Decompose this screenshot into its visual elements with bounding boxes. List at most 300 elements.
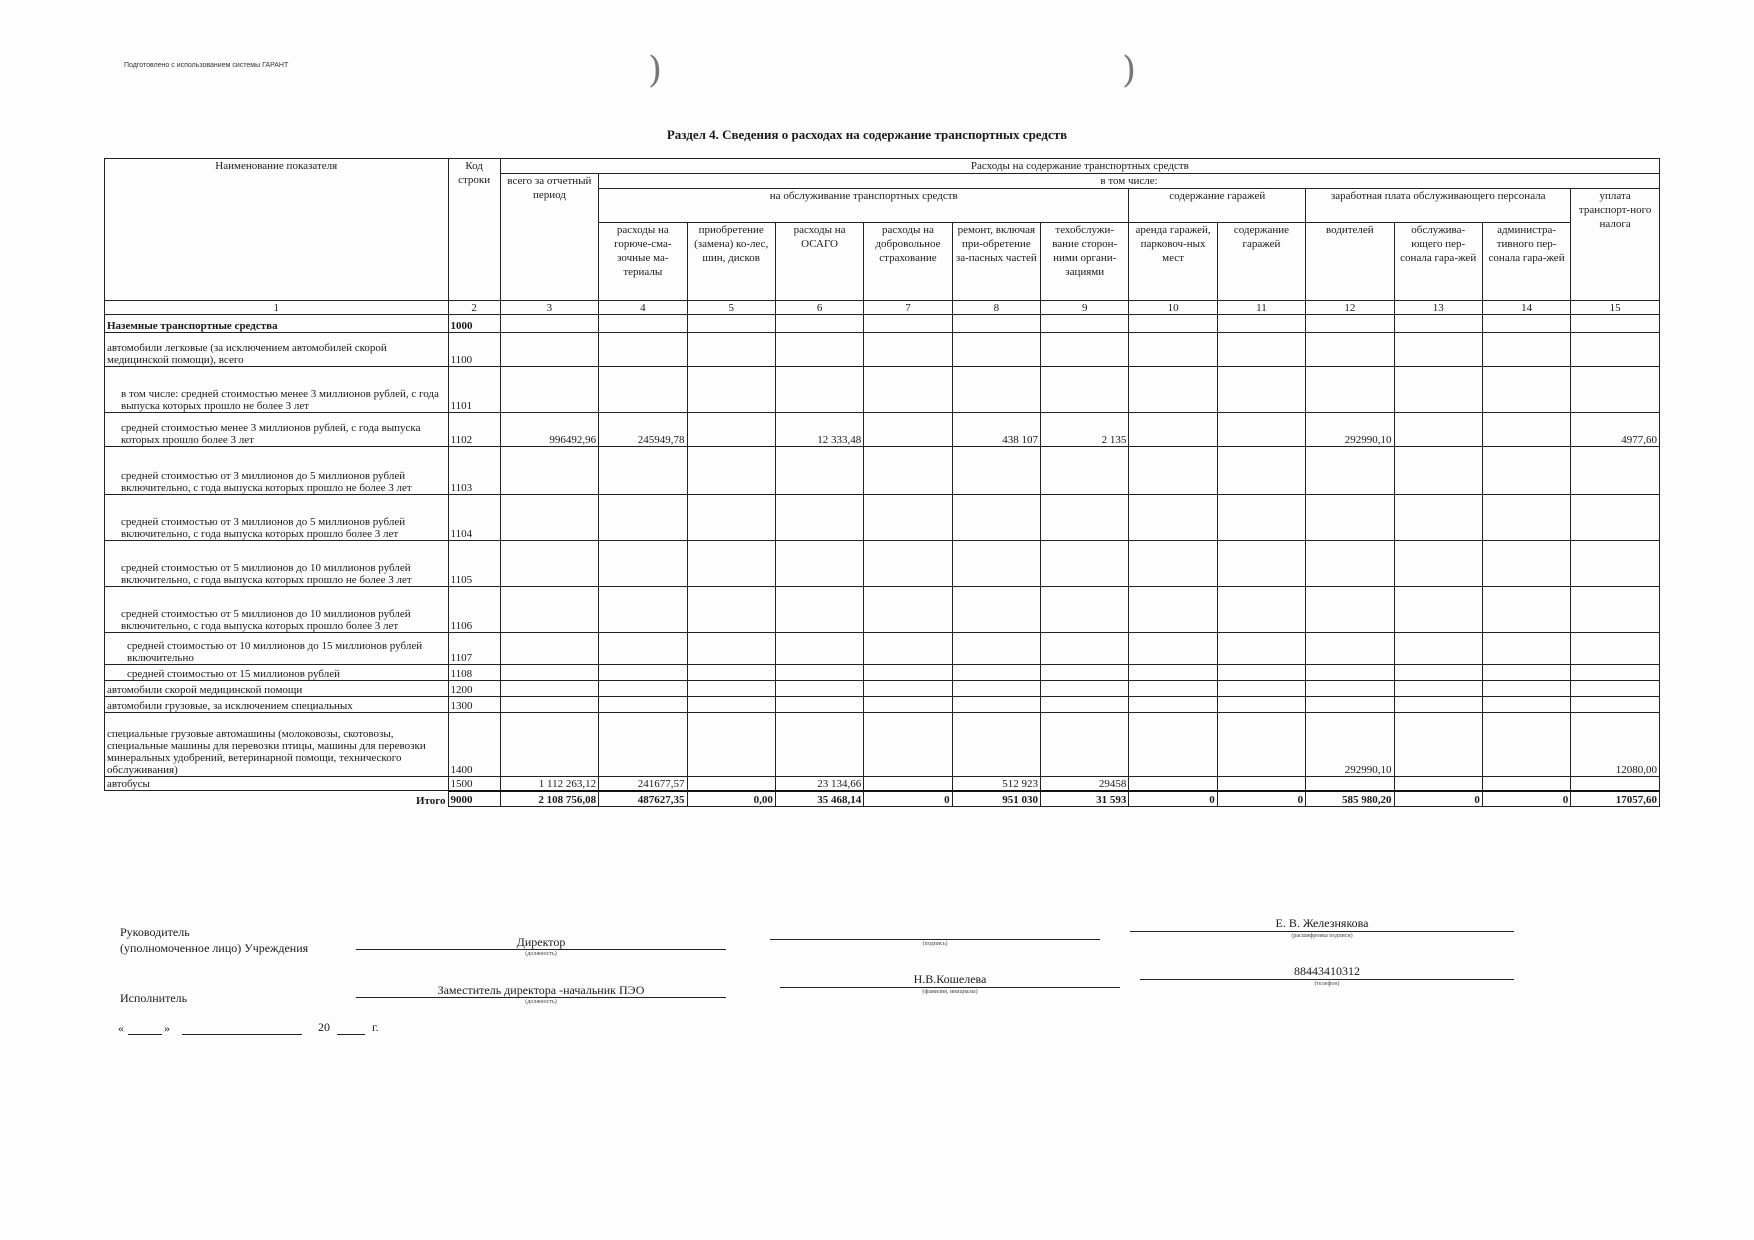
value-cell[interactable]: 585 980,20 [1306, 791, 1394, 807]
value-cell[interactable] [500, 541, 598, 587]
value-cell[interactable] [1129, 633, 1217, 665]
value-cell[interactable] [1306, 665, 1394, 681]
value-cell[interactable] [1217, 713, 1305, 777]
column-number: 9 [1041, 301, 1129, 315]
value-cell[interactable] [1394, 541, 1482, 587]
value-cell[interactable] [952, 447, 1040, 495]
value-cell[interactable] [1306, 777, 1394, 791]
date-day-field[interactable] [128, 1034, 162, 1035]
value-cell[interactable] [1041, 333, 1129, 367]
value-cell[interactable] [775, 665, 863, 681]
head-label-2: (уполномоченное лицо) Учреждения [120, 941, 309, 955]
header-garage-keep: содержание гаражей [1217, 223, 1305, 301]
value-cell[interactable] [952, 495, 1040, 541]
row-code: 1106 [448, 587, 500, 633]
value-cell[interactable] [1306, 633, 1394, 665]
total-row [105, 791, 1660, 807]
row-code: 1500 [448, 777, 500, 791]
header-voluntary: расходы на добровольное страхование [864, 223, 952, 301]
value-cell[interactable] [1571, 333, 1660, 367]
value-cell[interactable] [599, 713, 687, 777]
value-cell[interactable] [1129, 367, 1217, 413]
date-year-suffix: г. [372, 1020, 379, 1034]
row-label: средней стоимостью менее 3 миллионов рублей, с года выпуска которых прошло более 3 лет [105, 413, 449, 447]
value-cell[interactable] [687, 447, 775, 495]
value-cell[interactable] [1306, 315, 1394, 333]
row-label: автомобили грузовые, за исключением специальных [105, 697, 449, 713]
punch-hole-mark-right: ) [1122, 50, 1137, 91]
table-row [105, 315, 1660, 333]
value-cell[interactable]: 4977,60 [1571, 413, 1660, 447]
value-cell[interactable] [1394, 413, 1482, 447]
value-cell[interactable] [687, 413, 775, 447]
value-cell[interactable] [1217, 495, 1305, 541]
value-cell[interactable] [1482, 413, 1570, 447]
value-cell[interactable] [599, 541, 687, 587]
header-expenses: Расходы на содержание транспортных средств [500, 159, 1659, 174]
column-number: 8 [952, 301, 1040, 315]
caption-signature: (подпись) [922, 941, 948, 947]
value-cell[interactable] [952, 315, 1040, 333]
value-cell[interactable] [775, 333, 863, 367]
value-cell[interactable] [599, 587, 687, 633]
table-row [105, 413, 1660, 447]
value-cell[interactable] [1394, 777, 1482, 791]
value-cell[interactable]: 996492,96 [500, 413, 598, 447]
value-cell[interactable] [687, 315, 775, 333]
value-cell[interactable]: 2 135 [1041, 413, 1129, 447]
value-cell[interactable] [864, 541, 952, 587]
value-cell[interactable] [952, 697, 1040, 713]
value-cell[interactable] [864, 447, 952, 495]
value-cell[interactable] [1482, 713, 1570, 777]
value-cell[interactable] [1394, 495, 1482, 541]
column-number: 6 [775, 301, 863, 315]
row-code: 1102 [448, 413, 500, 447]
value-cell[interactable] [1129, 587, 1217, 633]
value-cell[interactable] [500, 697, 598, 713]
date-year-field[interactable] [337, 1034, 365, 1035]
value-cell[interactable] [775, 315, 863, 333]
value-cell[interactable] [1571, 777, 1660, 791]
value-cell[interactable] [1041, 541, 1129, 587]
section-title: Раздел 4. Сведения о расходах на содержание транспортных средств [666, 127, 1068, 142]
value-cell[interactable] [1217, 681, 1305, 697]
value-cell[interactable] [775, 447, 863, 495]
value-cell[interactable]: 487627,35 [599, 791, 687, 807]
value-cell[interactable]: 31 593 [1041, 791, 1129, 807]
value-cell[interactable] [500, 495, 598, 541]
value-cell[interactable] [1129, 665, 1217, 681]
value-cell[interactable] [599, 495, 687, 541]
value-cell[interactable]: 951 030 [952, 791, 1040, 807]
value-cell[interactable] [1571, 587, 1660, 633]
header-garage: содержание гаражей [1129, 189, 1306, 223]
value-cell[interactable] [599, 697, 687, 713]
value-cell[interactable] [775, 681, 863, 697]
value-cell[interactable] [952, 665, 1040, 681]
value-cell[interactable] [864, 713, 952, 777]
value-cell[interactable] [1041, 633, 1129, 665]
row-code: 1100 [448, 333, 500, 367]
value-cell[interactable] [952, 587, 1040, 633]
value-cell[interactable] [1129, 447, 1217, 495]
value-cell[interactable]: 2 108 756,08 [500, 791, 598, 807]
value-cell[interactable]: 23 134,66 [775, 777, 863, 791]
value-cell[interactable] [1482, 367, 1570, 413]
value-cell[interactable] [1394, 315, 1482, 333]
value-cell[interactable] [864, 633, 952, 665]
value-cell[interactable] [1394, 681, 1482, 697]
value-cell[interactable] [1217, 413, 1305, 447]
value-cell[interactable] [1041, 447, 1129, 495]
value-cell[interactable] [1482, 541, 1570, 587]
value-cell[interactable] [1394, 713, 1482, 777]
date-close-quote: » [164, 1021, 170, 1035]
header-repair: ремонт, включая при-обретение за-пасных частей [952, 223, 1040, 301]
value-cell[interactable] [864, 495, 952, 541]
value-cell[interactable] [864, 315, 952, 333]
table-row [105, 633, 1660, 665]
value-cell[interactable] [500, 333, 598, 367]
value-cell[interactable] [1041, 315, 1129, 333]
value-cell[interactable]: 512 923 [952, 777, 1040, 791]
table-row [105, 447, 1660, 495]
value-cell[interactable] [687, 665, 775, 681]
value-cell[interactable] [1306, 495, 1394, 541]
value-cell[interactable]: 245949,78 [599, 413, 687, 447]
value-cell[interactable]: 1 112 263,12 [500, 777, 598, 791]
row-code: 9000 [448, 791, 500, 807]
value-cell[interactable]: 29458 [1041, 777, 1129, 791]
value-cell[interactable] [500, 713, 598, 777]
column-number: 15 [1571, 301, 1660, 315]
row-label: средней стоимостью от 5 миллионов до 10 миллионов рублей включительно, с года выпуска которых прошло не более 3 лет [105, 541, 449, 587]
value-cell[interactable] [1306, 587, 1394, 633]
table-body [105, 315, 1660, 807]
caption-phone: (телефон) [1314, 981, 1340, 987]
table-row [105, 333, 1660, 367]
value-cell[interactable] [1041, 713, 1129, 777]
date-month-field[interactable] [182, 1034, 302, 1035]
value-cell[interactable] [1217, 315, 1305, 333]
row-code: 1105 [448, 541, 500, 587]
column-numbers-row [105, 301, 1660, 315]
column-number: 2 [448, 301, 500, 315]
table-row [105, 587, 1660, 633]
value-cell[interactable]: 0 [1482, 791, 1570, 807]
column-number: 4 [599, 301, 687, 315]
value-cell[interactable] [1394, 333, 1482, 367]
value-cell[interactable] [1129, 777, 1217, 791]
table-row [105, 681, 1660, 697]
value-cell[interactable] [687, 333, 775, 367]
value-cell[interactable] [1571, 665, 1660, 681]
value-cell[interactable] [952, 367, 1040, 413]
value-cell[interactable] [1482, 495, 1570, 541]
value-cell[interactable] [1571, 697, 1660, 713]
column-number: 3 [500, 301, 598, 315]
value-cell[interactable] [1482, 587, 1570, 633]
value-cell[interactable] [599, 681, 687, 697]
value-cell[interactable] [1306, 333, 1394, 367]
value-cell[interactable] [1217, 367, 1305, 413]
value-cell[interactable] [500, 633, 598, 665]
value-cell[interactable] [1394, 633, 1482, 665]
value-cell[interactable] [687, 633, 775, 665]
value-cell[interactable] [1571, 447, 1660, 495]
value-cell[interactable] [1394, 587, 1482, 633]
column-number: 13 [1394, 301, 1482, 315]
header-rent: аренда гаражей, парковоч-ных мест [1129, 223, 1217, 301]
value-cell[interactable] [599, 665, 687, 681]
value-cell[interactable] [687, 587, 775, 633]
value-cell[interactable] [775, 633, 863, 665]
value-cell[interactable] [1041, 665, 1129, 681]
value-cell[interactable] [1217, 777, 1305, 791]
value-cell[interactable] [1482, 315, 1570, 333]
row-label: специальные грузовые автомашины (молоковозы, скотовозы, специальные машины для перевозки птицы, машины для перевозки минеральных удобрений, ветеринарной помощи, технического обслуживания) [105, 713, 449, 777]
row-label: Наземные транспортные средства [105, 315, 449, 333]
value-cell[interactable] [687, 367, 775, 413]
date-year-prefix: 20 [318, 1020, 330, 1034]
value-cell[interactable] [1129, 495, 1217, 541]
value-cell[interactable] [1482, 697, 1570, 713]
row-label: в том числе: средней стоимостью менее 3 миллионов рублей, с года выпуска которых прошло не более 3 лет [105, 367, 449, 413]
row-code: 1300 [448, 697, 500, 713]
caption-executor-position: (должность) [525, 999, 557, 1005]
header-osago: расходы на ОСАГО [775, 223, 863, 301]
garant-note: Подготовлено с использованием системы ГАРАНТ [124, 62, 289, 69]
value-cell[interactable] [599, 367, 687, 413]
value-cell[interactable] [599, 633, 687, 665]
value-cell[interactable] [500, 665, 598, 681]
value-cell[interactable] [1217, 697, 1305, 713]
value-cell[interactable]: 0,00 [687, 791, 775, 807]
header-admin-staff: администра-тивного пер-сонала гара-жей [1482, 223, 1570, 301]
value-cell[interactable] [1129, 681, 1217, 697]
date-open-quote: « [118, 1021, 124, 1035]
value-cell[interactable] [864, 333, 952, 367]
value-cell[interactable]: 292990,10 [1306, 713, 1394, 777]
value-cell[interactable] [775, 713, 863, 777]
value-cell[interactable] [1306, 697, 1394, 713]
value-cell[interactable] [1041, 681, 1129, 697]
value-cell[interactable] [1217, 541, 1305, 587]
column-number: 1 [105, 301, 449, 315]
value-cell[interactable]: 12080,00 [1571, 713, 1660, 777]
value-cell[interactable] [864, 367, 952, 413]
value-cell[interactable] [864, 665, 952, 681]
value-cell[interactable] [1041, 495, 1129, 541]
head-label-1: Руководитель [120, 925, 190, 939]
header-salary: заработная плата обслуживающего персонала [1306, 189, 1571, 223]
value-cell[interactable] [775, 541, 863, 587]
value-cell[interactable] [1217, 665, 1305, 681]
row-label: автомобили скорой медицинской помощи [105, 681, 449, 697]
value-cell[interactable] [687, 541, 775, 587]
header-service: на обслуживание транспортных средств [599, 189, 1129, 223]
row-label: средней стоимостью от 3 миллионов до 5 миллионов рублей включительно, с года выпуска которых прошло не более 3 лет [105, 447, 449, 495]
value-cell[interactable] [687, 697, 775, 713]
table-row [105, 713, 1660, 777]
value-cell[interactable] [1394, 447, 1482, 495]
value-cell[interactable] [599, 315, 687, 333]
value-cell[interactable] [1129, 541, 1217, 587]
value-cell[interactable] [952, 633, 1040, 665]
value-cell[interactable] [1129, 413, 1217, 447]
row-code: 1101 [448, 367, 500, 413]
value-cell[interactable] [864, 697, 952, 713]
value-cell[interactable] [864, 777, 952, 791]
header-total: всего за отчетный период [500, 174, 598, 301]
value-cell[interactable] [500, 447, 598, 495]
value-cell[interactable] [1482, 681, 1570, 697]
executor-label: Исполнитель [120, 991, 188, 1005]
value-cell[interactable] [500, 367, 598, 413]
table-row [105, 665, 1660, 681]
value-cell[interactable] [500, 587, 598, 633]
row-code: 1103 [448, 447, 500, 495]
phone-field[interactable]: 88443410312 [1140, 964, 1514, 980]
header-drivers: водителей [1306, 223, 1394, 301]
value-cell[interactable] [952, 541, 1040, 587]
head-name-field[interactable]: Е. В. Железнякова [1130, 916, 1514, 932]
value-cell[interactable] [1041, 367, 1129, 413]
row-label: автобусы [105, 777, 449, 791]
value-cell[interactable] [599, 447, 687, 495]
value-cell[interactable] [1482, 665, 1570, 681]
row-code: 1400 [448, 713, 500, 777]
row-label: Итого [415, 794, 446, 807]
value-cell[interactable] [1571, 315, 1660, 333]
row-label: средней стоимостью от 10 миллионов до 15 миллионов рублей включительно [105, 633, 449, 665]
value-cell[interactable] [1482, 447, 1570, 495]
executor-position-field[interactable]: Заместитель директора -начальник ПЭО [356, 982, 726, 998]
value-cell[interactable] [952, 333, 1040, 367]
table-row [105, 367, 1660, 413]
value-cell[interactable] [1129, 315, 1217, 333]
value-cell[interactable] [952, 713, 1040, 777]
value-cell[interactable] [1217, 587, 1305, 633]
value-cell[interactable] [1129, 697, 1217, 713]
value-cell[interactable] [1217, 633, 1305, 665]
value-cell[interactable]: 438 107 [952, 413, 1040, 447]
value-cell[interactable]: 12 333,48 [775, 413, 863, 447]
value-cell[interactable] [687, 713, 775, 777]
value-cell[interactable] [864, 587, 952, 633]
value-cell[interactable] [1394, 665, 1482, 681]
expenses-table [104, 158, 1660, 807]
header-garage-staff: обслужива-ющего пер-сонала гара-жей [1394, 223, 1482, 301]
row-label: средней стоимостью от 15 миллионов рублей [105, 665, 449, 681]
value-cell[interactable] [1217, 447, 1305, 495]
value-cell[interactable] [1217, 333, 1305, 367]
value-cell[interactable] [1129, 333, 1217, 367]
value-cell[interactable] [775, 697, 863, 713]
value-cell[interactable] [1571, 541, 1660, 587]
column-number: 7 [864, 301, 952, 315]
head-signature-field[interactable] [770, 924, 1100, 940]
value-cell[interactable]: 0 [1217, 791, 1305, 807]
value-cell[interactable] [1571, 495, 1660, 541]
header-code: Код строки [448, 159, 500, 301]
value-cell[interactable]: 241677,57 [599, 777, 687, 791]
value-cell[interactable] [1041, 697, 1129, 713]
column-number: 5 [687, 301, 775, 315]
value-cell[interactable]: 35 468,14 [775, 791, 863, 807]
value-cell[interactable] [687, 777, 775, 791]
column-number: 11 [1217, 301, 1305, 315]
value-cell[interactable]: 0 [864, 791, 952, 807]
caption-decode: (расшифровка подписи) [1291, 933, 1353, 939]
value-cell[interactable]: 17057,60 [1571, 791, 1660, 807]
value-cell[interactable] [500, 315, 598, 333]
value-cell[interactable] [1306, 681, 1394, 697]
header-including: в том числе: [599, 174, 1660, 189]
value-cell[interactable]: 0 [1129, 791, 1217, 807]
value-cell[interactable] [775, 495, 863, 541]
table-row [105, 697, 1660, 713]
value-cell[interactable] [1482, 333, 1570, 367]
value-cell[interactable] [1129, 713, 1217, 777]
caption-position: (должность) [525, 951, 557, 957]
header-fuel: расходы на горюче-сма-зочные ма-териалы [599, 223, 687, 301]
value-cell[interactable] [1571, 681, 1660, 697]
value-cell[interactable] [1482, 633, 1570, 665]
value-cell[interactable] [1394, 697, 1482, 713]
value-cell[interactable] [1041, 587, 1129, 633]
value-cell[interactable] [1571, 633, 1660, 665]
value-cell[interactable] [775, 367, 863, 413]
value-cell[interactable] [1482, 777, 1570, 791]
caption-fio: (фамилия, инициалы) [922, 989, 978, 995]
value-cell[interactable] [687, 681, 775, 697]
row-label: средней стоимостью от 3 миллионов до 5 миллионов рублей включительно, с года выпуска которых прошло более 3 лет [105, 495, 449, 541]
value-cell[interactable] [952, 681, 1040, 697]
value-cell[interactable] [1571, 367, 1660, 413]
row-code: 1108 [448, 665, 500, 681]
value-cell[interactable]: 0 [1394, 791, 1482, 807]
header-maintenance: техобслужи-вание сторон-ними органи-зациями [1041, 223, 1129, 301]
row-code: 1000 [448, 315, 500, 333]
column-number: 14 [1482, 301, 1570, 315]
column-number: 12 [1306, 301, 1394, 315]
value-cell[interactable] [864, 681, 952, 697]
value-cell[interactable]: 292990,10 [1306, 413, 1394, 447]
value-cell[interactable] [864, 413, 952, 447]
value-cell[interactable] [775, 587, 863, 633]
value-cell[interactable] [1306, 447, 1394, 495]
table-row [105, 495, 1660, 541]
row-label: средней стоимостью от 5 миллионов до 10 миллионов рублей включительно, с года выпуска которых прошло более 3 лет [105, 587, 449, 633]
value-cell[interactable] [1306, 367, 1394, 413]
value-cell[interactable] [599, 333, 687, 367]
table-row [105, 777, 1660, 791]
header-tires: приобретение (замена) ко-лес, шин, дисков [687, 223, 775, 301]
row-code: 1107 [448, 633, 500, 665]
header-name: Наименование показателя [105, 159, 449, 301]
value-cell[interactable] [687, 495, 775, 541]
value-cell[interactable] [1394, 367, 1482, 413]
executor-name-field[interactable]: Н.В.Кошелева [780, 972, 1120, 988]
row-label: автомобили легковые (за исключением автомобилей скорой медицинской помощи), всего [105, 333, 449, 367]
value-cell[interactable] [500, 681, 598, 697]
head-position-field[interactable]: Директор [356, 934, 726, 950]
header-tax: уплата транспорт-ного налога [1571, 189, 1660, 301]
value-cell[interactable] [1306, 541, 1394, 587]
row-code: 1104 [448, 495, 500, 541]
